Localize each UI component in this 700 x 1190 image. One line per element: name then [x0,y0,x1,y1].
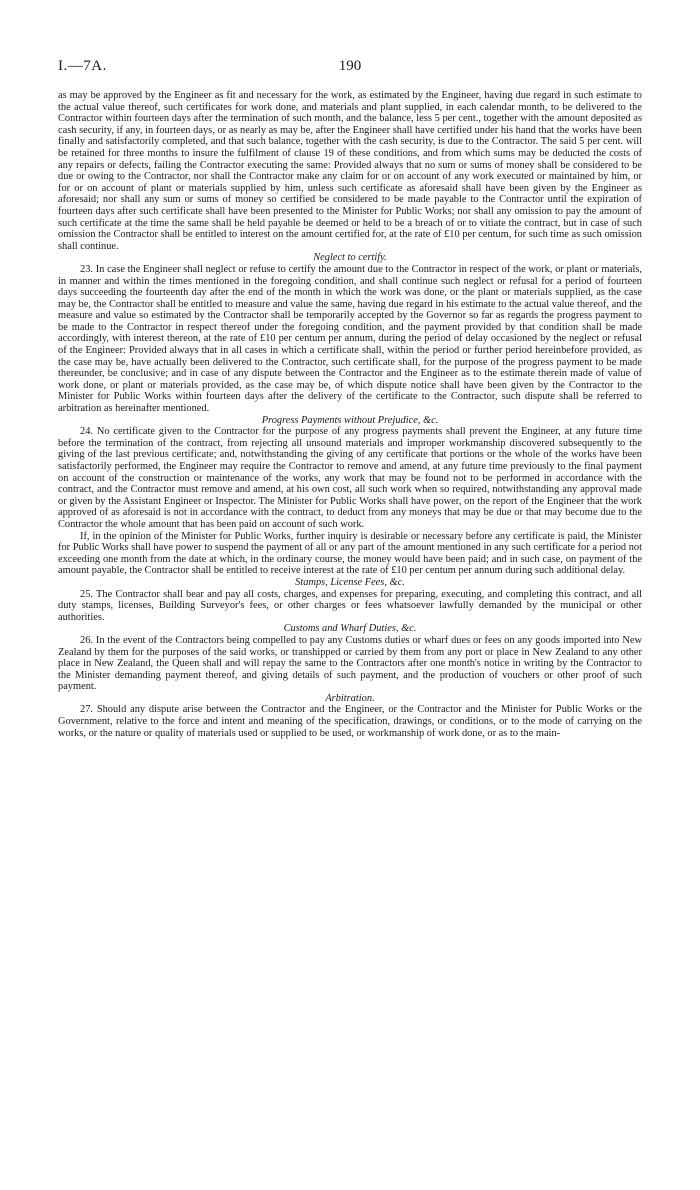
page-number: 190 [338,58,362,74]
continued-paragraph: as may be approved by the Engineer as fit and necessary for the work, as estimated by the Engineer, having due regard in such estimate to the actual value thereof, such certificates for work done, and materials and plant supplied, in each calendar month, to be delivered to the Contractor within fourteen days after the termination of such month, and the balance, less 5 per cent., together with the amount deposited as cash security, if any, in fourteen days, or as nearly as may be, after the Engineer shall have certified under his hand that the works have been finally and satisfactorily completed, and that such balance, together with the cash security, is due to the Contractor. The said 5 per cent. will be retained for three months to insure the fulfilment of clause 19 of these conditions, and from which sums may be deducted the costs of any repairs or defects, failing the Contractor executing the same: Provided always that no sum or sums of money shall be considered to be due or owing to the Contractor, nor shall the Contractor make any claim for or on account of any work executed or maintained by him, or for or on account of plant or materials supplied by him, unless such certificate as aforesaid shall have been given by the Engineer as aforesaid; nor shall any sum or sums of money so certified be considered to be made payable to the Contractor until the expiration of fourteen days after such certificate shall have been presented to the Minister for Public Works; nor shall any omission to pay the amount of such certificate at the time the same shall be held payable be deemed or held to be a breach of or to vitiate the contract, but in case of such omission the Contractor shall be entitled to interest on the amount certified for, at the rate of £10 per centum, for such time as such omission shall continue. [58,90,642,252]
section-heading-neglect-to-certify: Neglect to certify. [313,252,387,264]
section-heading-progress-payments: Progress Payments without Prejudice, &c. [261,414,439,426]
section-heading-customs: Customs and Wharf Duties, &c. [283,623,417,635]
running-header [58,58,642,80]
clause-24: 24. No certificate given to the Contractor for the purpose of any progress payments shall prevent the Engineer, at any future time before the termination of the contract, from rejecting all unsound materials and improper workmanship discovered subsequently to the giving of the last previous certificate; and, notwithstanding the giving of any certificate that portions or the whole of the works have been satisfactorily performed, the Engineer may require the Contractor to remove and amend, at any future time previously to the final payment on account of the construction or maintenance of the works, any work that may be found not to be performed in accordance with the contract, and the Contractor must remove and amend, at his own cost, all such work when so required, notwithstanding any approval made or given by the Assistant Engineer or Inspector. The Minister for Public Works shall have power, on the report of the Engineer that the work approved of as aforesaid is not in accordance with the contract, to deduct from any moneys that may be due or that may become due to the Contractor the whole amount that has been paid on account of such work. [58,426,642,530]
clause-25: 25. The Contractor shall bear and pay all costs, charges, and expenses for preparing, executing, and completing this contract, and all duty stamps, licenses, Building Surveyor's fees, or other charges or fees whatsoever lawfully demanded by the municipal or other authorities. [58,588,642,623]
clause-26: 26. In the event of the Contractors being compelled to pay any Customs duties or wharf dues or fees on any goods imported into New Zealand by them for the purposes of the said works, or transhipped or carried by them from any port or place in New Zealand to any other place in New Zealand, the Queen shall and will repay the same to the Contractors after one month's notice in writing by the Contractor to the Minister demanding payment thereof, and giving details of such payment, and the production of vouchers or other proof of such payment. [58,634,642,693]
document-body [58,90,642,739]
clause-24-continued: If, in the opinion of the Minister for Public Works, further inquiry is desirable or necessary before any certificate is paid, the Minister for Public Works shall have power to suspend the payment of all or any part of the amount mentioned in any such certificate for a period not exceeding one month from the date at which, in the ordinary course, the money would have been paid; and in such case, on payment of the amount payable, the Contractor shall be entitled to receive interest at the rate of £10 per centum per annum during such additional delay. [58,530,642,577]
clause-27: 27. Should any dispute arise between the Contractor and the Engineer, or the Contractor and the Minister for Public Works or the Government, relative to the force and intent and meaning of the specification, drawings, or conditions, or to the mode of carrying on the works, or the nature or quality of materials used or supplied to be used, or workmanship of work done, or as to the main- [58,704,642,739]
document-reference: I.—7A. [58,58,107,74]
section-heading-stamps: Stamps, License Fees, &c. [295,576,405,588]
clause-23: 23. In case the Engineer shall neglect or refuse to certify the amount due to the Contractor in respect of the work, or plant or materials, in manner and within the times mentioned in the foregoing condition, and shall continue such neglect or refusal for a period of fourteen days succeeding the fourteenth day after the end of the month in which the work was done, or the plant or materials supplied, as the case may be, the Contractor shall be entitled to measure and value the same, having due regard in his estimate to the actual value thereof, and the measure and value so estimated by the Contractor shall be temporarily accepted by the Governor so far as regards the progress payment to be made to the Contractor in respect thereof under the foregoing condition, and the payment provided by that condition shall be made accordingly, with interest thereon, at the rate of £10 per centum per annum, during the period of delay occasioned by the neglect or refusal of the Engineer: Provided always that in all cases in which a certificate shall, within the period or further period hereinbefore provided, as the case may be, have actually been delivered to the Contractor, such certificate shall, for the purpose of the progress payment to be made thereunder, be conclusive; and in case of any dispute between the Contractor and the Engineer as to the estimate therein made of value of work done, or plant or materials provided, as the case may be, of which dispute notice shall have been given by the Contractor to the Minister for Public Works within fourteen days after the delivery of the certificate to the Contractor, such dispute shall be referred to arbitration as hereinafter mentioned. [58,263,642,415]
section-heading-arbitration: Arbitration. [325,692,375,704]
